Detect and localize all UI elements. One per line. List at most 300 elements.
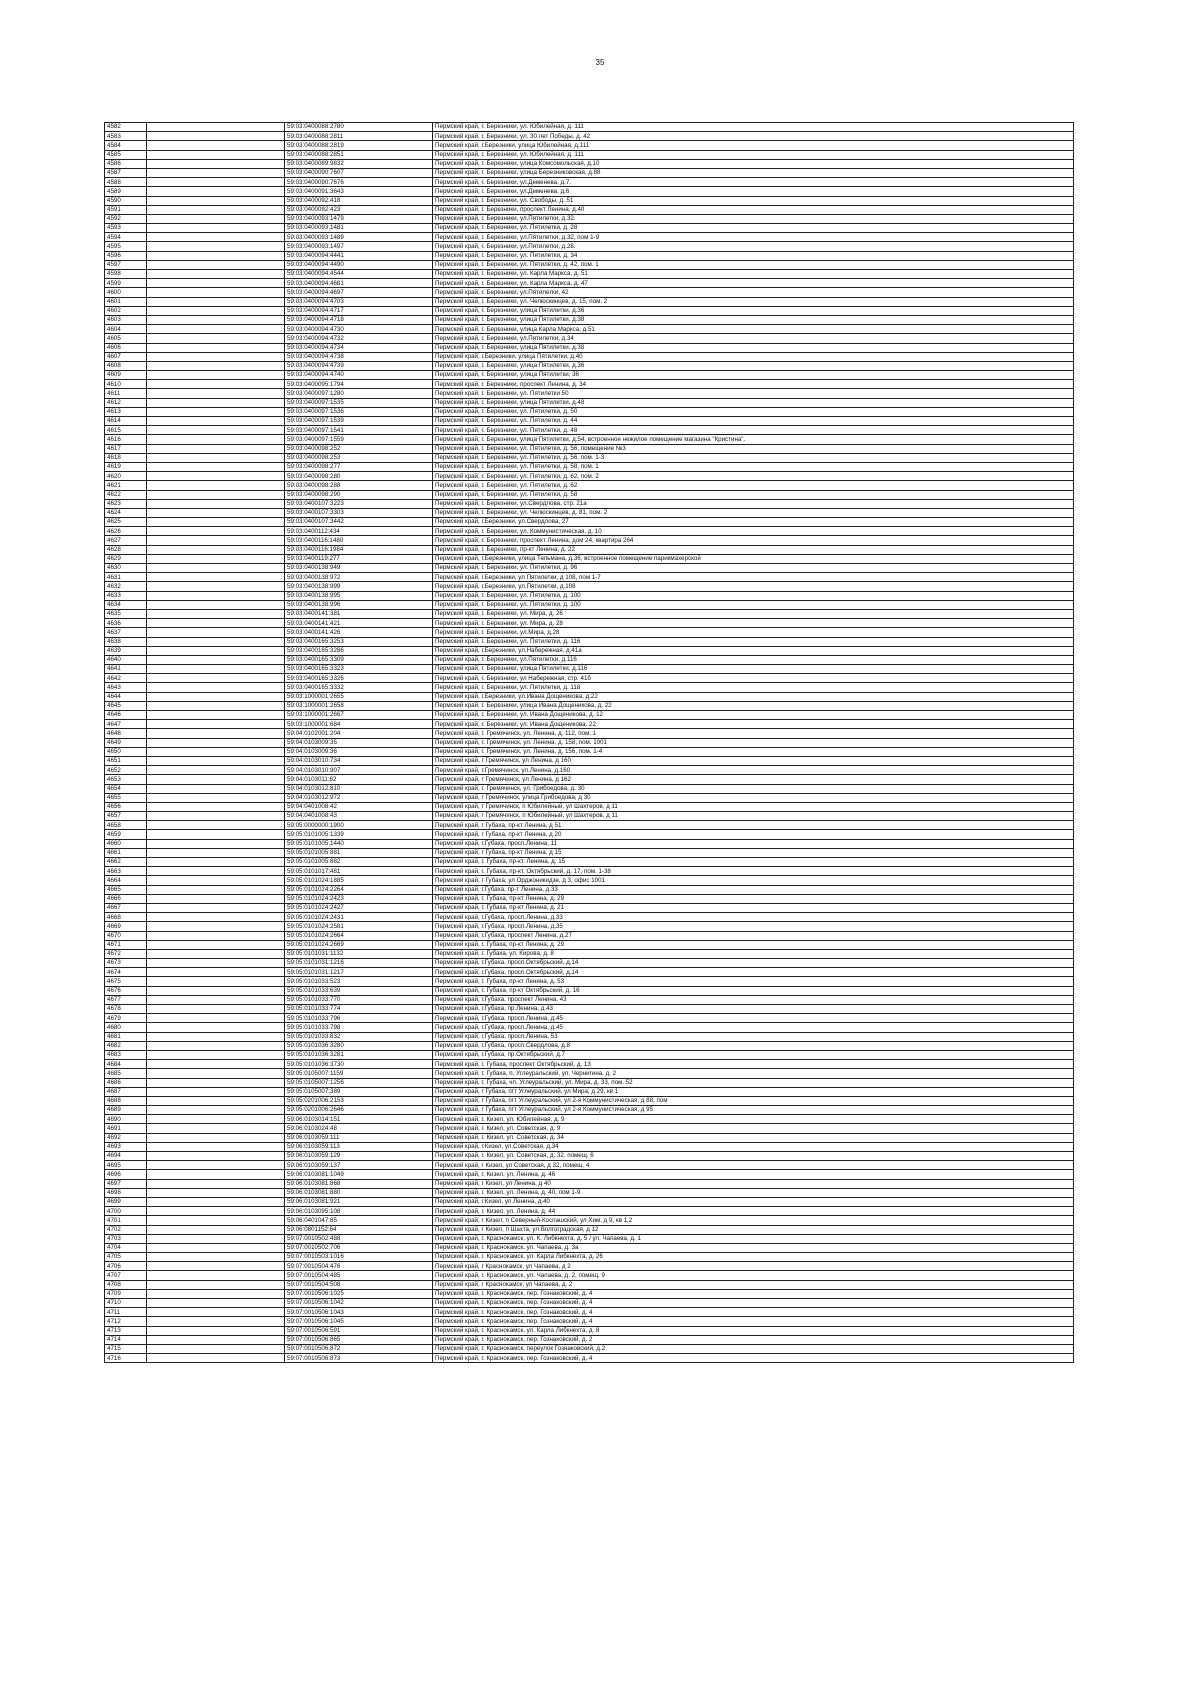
row-number-cell: 4584 — [105, 141, 147, 150]
address-cell: Пермский край, г. Губаха, ул. Кирова, д. 8 — [433, 949, 1074, 958]
address-cell: Пермский край, г. Березники, улица Ивана Дощеникова, д. 22 — [433, 701, 1074, 710]
row-number-cell: 4616 — [105, 435, 147, 444]
row-number-cell: 4607 — [105, 352, 147, 361]
table-row — [105, 1161, 1074, 1170]
cadastral-number-cell: 59:07:0010506:591 — [285, 1326, 433, 1335]
cadastral-number-cell: 59:05:0101005:882 — [285, 858, 433, 867]
empty-cell — [147, 260, 285, 269]
cadastral-number-cell: 59:03:0400094:4739 — [285, 361, 433, 370]
cadastral-number-cell: 59:06:0401047:85 — [285, 1216, 433, 1225]
empty-cell — [147, 1243, 285, 1252]
table-row — [105, 1179, 1074, 1188]
cadastral-number-cell: 59:06:0103059:137 — [285, 1161, 433, 1170]
cadastral-number-cell: 59:03:0400098:280 — [285, 472, 433, 481]
cadastral-number-cell: 59:05:0101024:2664 — [285, 931, 433, 940]
address-cell: Пермский край, г Губаха, пр-кт Ленина, д 51 — [433, 821, 1074, 830]
address-cell: Пермский край, г. Березники, улица Пятилетки, д.38 — [433, 315, 1074, 324]
cadastral-number-cell: 59:03:0400095:1794 — [285, 380, 433, 389]
address-cell: Пермский край, г Краснокамск, ул Чапаева, д. 2 — [433, 1280, 1074, 1289]
address-cell: Пермский край, г.Губаха, просп.Ленина, 53 — [433, 1032, 1074, 1041]
empty-cell — [147, 453, 285, 462]
address-cell: Пермский край, г. Березники, ул. Пятилетки, д. 96 — [433, 564, 1074, 573]
cadastral-number-cell: 59:03:0400094:4697 — [285, 288, 433, 297]
address-cell: Пермский край, г.Губаха, просп.Октябрьский, д.14 — [433, 959, 1074, 968]
empty-cell — [147, 1289, 285, 1298]
row-number-cell: 4582 — [105, 123, 147, 132]
cadastral-number-cell: 59:03:0400165:3253 — [285, 637, 433, 646]
row-number-cell: 4602 — [105, 306, 147, 315]
cadastral-number-cell: 59:03:0400138:995 — [285, 591, 433, 600]
row-number-cell: 4633 — [105, 591, 147, 600]
address-cell: Пермский край, г.Губаха, проспект Ленина, д.27 — [433, 931, 1074, 940]
empty-cell — [147, 1124, 285, 1133]
empty-cell — [147, 1032, 285, 1041]
empty-cell — [147, 1087, 285, 1096]
empty-cell — [147, 536, 285, 545]
table-row — [105, 775, 1074, 784]
address-cell: Пермский край, г. Березники, ул. Челюскинцев, д. 81, пом. 2 — [433, 508, 1074, 517]
address-cell: Пермский край, г.Губаха, просп.Ленина, д.33 — [433, 913, 1074, 922]
table-row — [105, 591, 1074, 600]
empty-cell — [147, 1142, 285, 1151]
empty-cell — [147, 655, 285, 664]
address-cell: Пермский край, г.Губаха, пр.Октябрьский, д.7 — [433, 1050, 1074, 1059]
address-cell: Пермский край, г. Березники, ул. Пятилетки, д. 100 — [433, 591, 1074, 600]
table-row — [105, 1271, 1074, 1280]
row-number-cell: 4632 — [105, 582, 147, 591]
empty-cell — [147, 591, 285, 600]
table-row — [105, 848, 1074, 857]
table-row — [105, 729, 1074, 738]
empty-cell — [147, 371, 285, 380]
row-number-cell: 4588 — [105, 178, 147, 187]
cadastral-number-cell: 59:06:0103014:151 — [285, 1115, 433, 1124]
cadastral-number-cell: 59:04:0401008:42 — [285, 802, 433, 811]
cadastral-number-cell: 59:05:0101031:1216 — [285, 959, 433, 968]
empty-cell — [147, 1308, 285, 1317]
cadastral-number-cell: 59:03:0400107:3303 — [285, 508, 433, 517]
cadastral-number-cell: 59:03:0400094:4730 — [285, 325, 433, 334]
row-number-cell: 4594 — [105, 233, 147, 242]
cadastral-number-cell: 59:06:0103081:868 — [285, 1179, 433, 1188]
empty-cell — [147, 674, 285, 683]
cadastral-number-cell: 59:06:0103059:113 — [285, 1142, 433, 1151]
table-row — [105, 1225, 1074, 1234]
cadastral-number-cell: 59:05:0101017:481 — [285, 867, 433, 876]
cadastral-number-cell: 59:03:0400094:4544 — [285, 270, 433, 279]
empty-cell — [147, 959, 285, 968]
table-row — [105, 545, 1074, 554]
table-row — [105, 1289, 1074, 1298]
empty-cell — [147, 380, 285, 389]
address-cell: Пермский край, г. Березники, ул. Ивана Дощеникова, 22 — [433, 720, 1074, 729]
table-row — [105, 205, 1074, 214]
row-number-cell: 4609 — [105, 371, 147, 380]
row-number-cell: 4623 — [105, 499, 147, 508]
row-number-cell: 4678 — [105, 1005, 147, 1014]
address-cell: Пермский край, г Гремячинск, п Юбилейный, ул Шахтеров, д 11 — [433, 802, 1074, 811]
table-row — [105, 1234, 1074, 1243]
table-row — [105, 747, 1074, 756]
empty-cell — [147, 600, 285, 609]
row-number-cell: 4646 — [105, 711, 147, 720]
empty-cell — [147, 858, 285, 867]
address-cell: Пермский край, г. Березники, ул. Пятилетки, д. 58 — [433, 490, 1074, 499]
cadastral-number-cell: 59:03:0400091:3643 — [285, 187, 433, 196]
empty-cell — [147, 756, 285, 765]
address-cell: Пермский край, г. Березники, улица Карла Маркса, д.51 — [433, 325, 1074, 334]
row-number-cell: 4697 — [105, 1179, 147, 1188]
row-number-cell: 4679 — [105, 1014, 147, 1023]
empty-cell — [147, 949, 285, 958]
table-row — [105, 150, 1074, 159]
row-number-cell: 4604 — [105, 325, 147, 334]
address-cell: Пермский край, г. Березники, пр-кт Ленина, д. 22 — [433, 545, 1074, 554]
address-cell: Пермский край, г. Краснокамск, ул. Карла Либкнехта, д. 8 — [433, 1326, 1074, 1335]
empty-cell — [147, 389, 285, 398]
cadastral-number-cell: 59:03:0400094:4734 — [285, 343, 433, 352]
cadastral-number-cell: 59:05:0101031:1217 — [285, 968, 433, 977]
empty-cell — [147, 1060, 285, 1069]
table-row — [105, 1142, 1074, 1151]
address-cell: Пермский край, г. Губаха, пр-кт. Ленина, д. 15 — [433, 858, 1074, 867]
row-number-cell: 4622 — [105, 490, 147, 499]
row-number-cell: 4675 — [105, 977, 147, 986]
empty-cell — [147, 499, 285, 508]
empty-cell — [147, 306, 285, 315]
cadastral-number-cell: 59:03:0400094:4703 — [285, 297, 433, 306]
empty-cell — [147, 720, 285, 729]
cadastral-number-cell: 59:05:0101024:2669 — [285, 940, 433, 949]
cadastral-number-cell: 59:07:0010506:865 — [285, 1335, 433, 1344]
table-row — [105, 536, 1074, 545]
address-cell: Пермский край, г. Краснокамск, переулок Гознаковский, д.2 — [433, 1344, 1074, 1353]
empty-cell — [147, 1170, 285, 1179]
property-table-body — [105, 123, 1074, 1363]
table-row — [105, 821, 1074, 830]
cadastral-number-cell: 59:03:0400165:3326 — [285, 674, 433, 683]
table-row — [105, 242, 1074, 251]
row-number-cell: 4627 — [105, 536, 147, 545]
row-number-cell: 4595 — [105, 242, 147, 251]
cadastral-number-cell: 59:03:0400138:949 — [285, 564, 433, 573]
table-row — [105, 426, 1074, 435]
cadastral-number-cell: 59:03:0400093:1481 — [285, 224, 433, 233]
empty-cell — [147, 490, 285, 499]
empty-cell — [147, 802, 285, 811]
cadastral-number-cell: 59:03:0400138:999 — [285, 582, 433, 591]
cadastral-number-cell: 59:03:0400097:1559 — [285, 435, 433, 444]
table-row — [105, 1023, 1074, 1032]
empty-cell — [147, 1262, 285, 1271]
table-row — [105, 1262, 1074, 1271]
empty-cell — [147, 1271, 285, 1280]
address-cell: Пермский край, г. Березники, ул. Мира, д. 26 — [433, 609, 1074, 618]
empty-cell — [147, 1014, 285, 1023]
table-row — [105, 462, 1074, 471]
table-row — [105, 1087, 1074, 1096]
address-cell: Пермский край, г. Березники, ул.Пятилетки, д.34 — [433, 334, 1074, 343]
row-number-cell: 4692 — [105, 1133, 147, 1142]
empty-cell — [147, 894, 285, 903]
cadastral-number-cell: 59:07:0010504:508 — [285, 1280, 433, 1289]
cadastral-number-cell: 59:05:0101036:3281 — [285, 1050, 433, 1059]
table-row — [105, 187, 1074, 196]
row-number-cell: 4611 — [105, 389, 147, 398]
cadastral-number-cell: 59:03:0400097:1536 — [285, 407, 433, 416]
cadastral-number-cell: 59:07:0010503:1016 — [285, 1253, 433, 1262]
row-number-cell: 4706 — [105, 1262, 147, 1271]
empty-cell — [147, 628, 285, 637]
cadastral-number-cell: 59:03:0400093:1489 — [285, 233, 433, 242]
table-row — [105, 1032, 1074, 1041]
table-row — [105, 1188, 1074, 1197]
empty-cell — [147, 1253, 285, 1262]
address-cell: Пермский край, г. Березники, ул. Пятилетки, д. 100 — [433, 600, 1074, 609]
row-number-cell: 4598 — [105, 270, 147, 279]
address-cell: Пермский край, г. Краснокамск, пер. Гознаковский, д. 4 — [433, 1299, 1074, 1308]
empty-cell — [147, 1354, 285, 1363]
address-cell: Пермский край, г. Кизел, ул. Ленина, д. 40, пом 1-9 — [433, 1188, 1074, 1197]
address-cell: Пермский край, г. Кизел, ул. Ленина, д. 44 — [433, 1207, 1074, 1216]
empty-cell — [147, 159, 285, 168]
cadastral-number-cell: 59:04:0103010:734 — [285, 756, 433, 765]
cadastral-number-cell: 59:03:0400088:2780 — [285, 123, 433, 132]
empty-cell — [147, 913, 285, 922]
table-row — [105, 738, 1074, 747]
empty-cell — [147, 885, 285, 894]
address-cell: Пермский край, г. Березники, ул. Юбилейная, д. 111 — [433, 123, 1074, 132]
cadastral-number-cell: 59:05:0105007:1256 — [285, 1078, 433, 1087]
empty-cell — [147, 1161, 285, 1170]
table-row — [105, 876, 1074, 885]
empty-cell — [147, 224, 285, 233]
table-row — [105, 224, 1074, 233]
empty-cell — [147, 288, 285, 297]
empty-cell — [147, 178, 285, 187]
table-row — [105, 1299, 1074, 1308]
address-cell: Пермский край, г Губаха, пр-кт Ленина, д 15 — [433, 848, 1074, 857]
empty-cell — [147, 251, 285, 260]
empty-cell — [147, 554, 285, 563]
table-row — [105, 628, 1074, 637]
address-cell: Пермский край, г. Березники, ул. Коммунистическая, д. 10 — [433, 527, 1074, 536]
address-cell: Пермский край, г. Губаха, проспект Октябрьский, д. 13 — [433, 1060, 1074, 1069]
table-row — [105, 619, 1074, 628]
address-cell: Пермский край, г. Березники, ул. Мира, д. 28 — [433, 619, 1074, 628]
cadastral-number-cell: 59:04:0103010:907 — [285, 766, 433, 775]
table-row — [105, 711, 1074, 720]
address-cell: Пермский край, г. Березники, улица Пятилетки, д.36 — [433, 306, 1074, 315]
table-row — [105, 168, 1074, 177]
row-number-cell: 4653 — [105, 775, 147, 784]
address-cell: Пермский край, г. Березники, проспект Ленина, д. 34 — [433, 380, 1074, 389]
table-row — [105, 325, 1074, 334]
row-number-cell: 4704 — [105, 1243, 147, 1252]
row-number-cell: 4658 — [105, 821, 147, 830]
empty-cell — [147, 564, 285, 573]
table-row — [105, 720, 1074, 729]
cadastral-number-cell: 59:06:0801152:64 — [285, 1225, 433, 1234]
cadastral-number-cell: 59:03:0400165:3309 — [285, 655, 433, 664]
address-cell: Пермский край, г Краснокамск, ул Чапаева, д 2 — [433, 1262, 1074, 1271]
address-cell: Пермский край, г. Березники, ул. Пятилетки, д. 42, пом. 1 — [433, 260, 1074, 269]
empty-cell — [147, 876, 285, 885]
cadastral-number-cell: 59:04:0401008:43 — [285, 812, 433, 821]
address-cell: Пермский край, г. Березники, ул. Пятилетки, д. 34 — [433, 251, 1074, 260]
row-number-cell: 4593 — [105, 224, 147, 233]
row-number-cell: 4710 — [105, 1299, 147, 1308]
empty-cell — [147, 242, 285, 251]
cadastral-number-cell: 59:03:0400093:1497 — [285, 242, 433, 251]
row-number-cell: 4644 — [105, 692, 147, 701]
table-row — [105, 361, 1074, 370]
cadastral-number-cell: 59:03:0400098:252 — [285, 444, 433, 453]
row-number-cell: 4603 — [105, 315, 147, 324]
row-number-cell: 4637 — [105, 628, 147, 637]
table-row — [105, 995, 1074, 1004]
row-number-cell: 4601 — [105, 297, 147, 306]
cadastral-number-cell: 59:07:0010504:485 — [285, 1271, 433, 1280]
cadastral-number-cell: 59:05:0101033:832 — [285, 1032, 433, 1041]
address-cell: Пермский край, г. Березники, ул. Пятилетки, д. 48 — [433, 426, 1074, 435]
empty-cell — [147, 518, 285, 527]
table-row — [105, 701, 1074, 710]
row-number-cell: 4583 — [105, 132, 147, 141]
cadastral-number-cell: 59:03:0400089:9832 — [285, 159, 433, 168]
address-cell: Пермский край, г. Березники, ул. Ивана Дощеникова, д. 12 — [433, 711, 1074, 720]
empty-cell — [147, 527, 285, 536]
table-row — [105, 655, 1074, 664]
table-row — [105, 233, 1074, 242]
cadastral-number-cell: 59:05:0105007:389 — [285, 1087, 433, 1096]
table-row — [105, 371, 1074, 380]
table-row — [105, 674, 1074, 683]
empty-cell — [147, 1023, 285, 1032]
empty-cell — [147, 573, 285, 582]
address-cell: Пермский край, г. Березники, проспект Ленина, дом 24, квартира 264 — [433, 536, 1074, 545]
address-cell: Пермский край, г. Березники, ул.Мира, д.28 — [433, 628, 1074, 637]
cadastral-number-cell: 59:05:0000000:1900 — [285, 821, 433, 830]
page-number: 35 — [595, 58, 605, 67]
row-number-cell: 4696 — [105, 1170, 147, 1179]
empty-cell — [147, 1299, 285, 1308]
cadastral-number-cell: 59:03:0400092:418 — [285, 196, 433, 205]
address-cell: Пермский край, г. Березники, проспект Ленина, д.40 — [433, 205, 1074, 214]
row-number-cell: 4655 — [105, 793, 147, 802]
row-number-cell: 4608 — [105, 361, 147, 370]
table-row — [105, 977, 1074, 986]
row-number-cell: 4645 — [105, 701, 147, 710]
address-cell: Пермский край, г. Краснокамск, ул. Карла Либкнехта, д. 26 — [433, 1253, 1074, 1262]
cadastral-number-cell: 59:03:0400088:2851 — [285, 150, 433, 159]
cadastral-number-cell: 59:03:0400094:4740 — [285, 371, 433, 380]
empty-cell — [147, 609, 285, 618]
row-number-cell: 4649 — [105, 738, 147, 747]
table-row — [105, 527, 1074, 536]
cadastral-number-cell: 59:03:0400094:4718 — [285, 315, 433, 324]
row-number-cell: 4695 — [105, 1161, 147, 1170]
table-row — [105, 389, 1074, 398]
address-cell: Пермский край, г. Березники, ул. Пятилетки, д. 50 — [433, 407, 1074, 416]
empty-cell — [147, 435, 285, 444]
cadastral-number-cell: 59:05:0101031:1132 — [285, 949, 433, 958]
table-row — [105, 1326, 1074, 1335]
cadastral-number-cell: 59:05:0101005:881 — [285, 848, 433, 857]
cadastral-number-cell: 59:03:0400090:7607 — [285, 168, 433, 177]
row-number-cell: 4705 — [105, 1253, 147, 1262]
table-row — [105, 637, 1074, 646]
table-row — [105, 1041, 1074, 1050]
cadastral-number-cell: 59:05:0101033:774 — [285, 1005, 433, 1014]
empty-cell — [147, 1280, 285, 1289]
empty-cell — [147, 279, 285, 288]
table-row — [105, 867, 1074, 876]
empty-cell — [147, 1225, 285, 1234]
address-cell: Пермский край, г. Губаха, п. Углеуральский, ул. Чернигина, д. 2 — [433, 1069, 1074, 1078]
row-number-cell: 4635 — [105, 609, 147, 618]
empty-cell — [147, 1335, 285, 1344]
row-number-cell: 4599 — [105, 279, 147, 288]
empty-cell — [147, 205, 285, 214]
row-number-cell: 4713 — [105, 1326, 147, 1335]
empty-cell — [147, 1197, 285, 1206]
empty-cell — [147, 1078, 285, 1087]
address-cell: Пермский край, г. Березники, ул Набережная, стр. 41б — [433, 674, 1074, 683]
row-number-cell: 4642 — [105, 674, 147, 683]
table-row — [105, 251, 1074, 260]
address-cell: Пермский край, г. Гремячинск, ул. Грибоедова, д. 30 — [433, 784, 1074, 793]
table-row — [105, 793, 1074, 802]
row-number-cell: 4621 — [105, 481, 147, 490]
address-cell: Пермский край, г.Губаха, просп.Октябрьский, д.14 — [433, 968, 1074, 977]
empty-cell — [147, 637, 285, 646]
row-number-cell: 4671 — [105, 940, 147, 949]
row-number-cell: 4656 — [105, 802, 147, 811]
table-row — [105, 315, 1074, 324]
row-number-cell: 4606 — [105, 343, 147, 352]
table-row — [105, 196, 1074, 205]
address-cell: Пермский край, г. Кизел, ул. Советская, д. 9 — [433, 1124, 1074, 1133]
row-number-cell: 4625 — [105, 518, 147, 527]
table-row — [105, 839, 1074, 848]
table-row — [105, 931, 1074, 940]
empty-cell — [147, 646, 285, 655]
table-row — [105, 1050, 1074, 1059]
cadastral-number-cell: 59:03:0400097:1539 — [285, 417, 433, 426]
empty-cell — [147, 233, 285, 242]
table-row — [105, 968, 1074, 977]
empty-cell — [147, 1133, 285, 1142]
address-cell: Пермский край, г Гремячинск, улица Грибоедова, д 30 — [433, 793, 1074, 802]
cadastral-number-cell: 59:03:0400094:4490 — [285, 260, 433, 269]
empty-cell — [147, 426, 285, 435]
empty-cell — [147, 123, 285, 132]
table-row — [105, 508, 1074, 517]
cadastral-number-cell: 59:04:0103011:62 — [285, 775, 433, 784]
address-cell: Пермский край, г. Березники, ул.Деменева, д.7. — [433, 178, 1074, 187]
address-cell: Пермский край, г. Березники, ул.Деменева, д.6 — [433, 187, 1074, 196]
address-cell: Пермский край, г. Березники, ул.Пятилетки, 42 — [433, 288, 1074, 297]
row-number-cell: 4716 — [105, 1354, 147, 1363]
address-cell: Пермский край, г. Краснокамск, пер. Гознаковский, д. 4 — [433, 1354, 1074, 1363]
row-number-cell: 4700 — [105, 1207, 147, 1216]
cadastral-number-cell: 59:03:0400098:253 — [285, 453, 433, 462]
row-number-cell: 4685 — [105, 1069, 147, 1078]
address-cell: Пермский край, г. Березники, улица Пятилетки, д.36 — [433, 361, 1074, 370]
address-cell: Пермский край, г.Губаха, проспект Ленина, 43 — [433, 995, 1074, 1004]
empty-cell — [147, 665, 285, 674]
